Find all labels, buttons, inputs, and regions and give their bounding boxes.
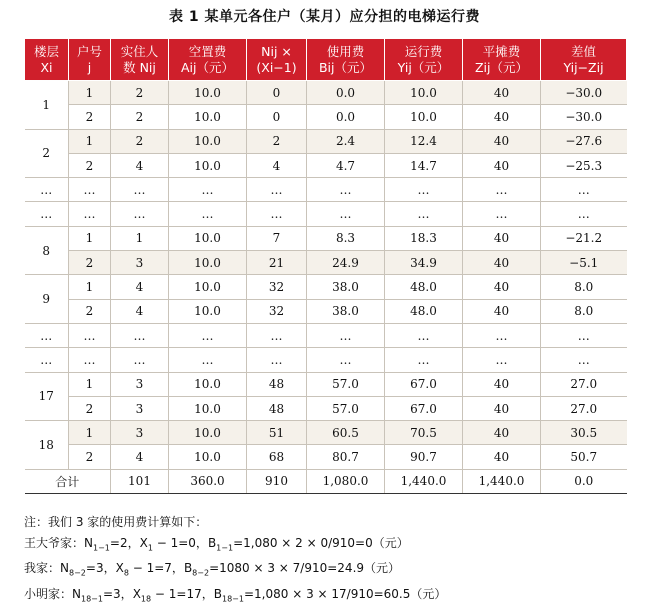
table-cell: … bbox=[463, 348, 541, 372]
floor-cell: 17 bbox=[25, 372, 69, 421]
table-cell: 2 bbox=[69, 251, 111, 275]
table-cell: … bbox=[541, 178, 627, 202]
table-cell: 48 bbox=[247, 396, 307, 420]
table-cell: … bbox=[111, 323, 169, 347]
table-cell: … bbox=[69, 178, 111, 202]
table-cell: 57.0 bbox=[307, 396, 385, 420]
table-row bbox=[25, 202, 627, 226]
note-line-1: 王大爷家：$N_{1-1}=2$，$X_1 - 1=0$，$B_{1-1}=1,080 \times 2 \times 0/910=0$（元） bbox=[24, 535, 409, 552]
table-cell: 2 bbox=[111, 81, 169, 105]
table-cell: 57.0 bbox=[307, 372, 385, 396]
header-operating-fee: 运行费 Yij（元） bbox=[385, 39, 463, 81]
table-cell: 10.0 bbox=[169, 299, 247, 323]
table-cell: 2 bbox=[69, 396, 111, 420]
table-cell: 10.0 bbox=[169, 129, 247, 153]
table-cell: 4 bbox=[247, 153, 307, 177]
table-cell: 40 bbox=[463, 105, 541, 129]
table-cell: 90.7 bbox=[385, 445, 463, 469]
table-cell: 1 bbox=[69, 372, 111, 396]
table-cell: 67.0 bbox=[385, 396, 463, 420]
table-cell: … bbox=[247, 348, 307, 372]
table-cell: 2 bbox=[69, 105, 111, 129]
table-cell: 4 bbox=[111, 445, 169, 469]
table-cell: −5.1 bbox=[541, 251, 627, 275]
table-cell: … bbox=[169, 202, 247, 226]
table-cell: 40 bbox=[463, 129, 541, 153]
table-cell: 10.0 bbox=[169, 81, 247, 105]
table-cell: 48 bbox=[247, 372, 307, 396]
table-cell: 10.0 bbox=[169, 445, 247, 469]
table-cell: 10.0 bbox=[169, 251, 247, 275]
header-floor: 楼层 Xi bbox=[25, 39, 69, 81]
header-unit: 户号 j bbox=[69, 39, 111, 81]
table-cell: 0 bbox=[247, 105, 307, 129]
table-cell: 3 bbox=[111, 372, 169, 396]
table-row bbox=[25, 153, 627, 177]
header-residents: 实住人 数 Nij bbox=[111, 39, 169, 81]
table-cell: −27.6 bbox=[541, 129, 627, 153]
table-cell: … bbox=[463, 202, 541, 226]
table-cell: 1 bbox=[111, 226, 169, 250]
table-row bbox=[25, 348, 627, 372]
total-row bbox=[25, 469, 627, 493]
table-cell: 0.0 bbox=[307, 81, 385, 105]
table-cell: 0.0 bbox=[307, 105, 385, 129]
table-cell: 32 bbox=[247, 299, 307, 323]
table-cell: 10.0 bbox=[169, 372, 247, 396]
table-cell: 10.0 bbox=[385, 81, 463, 105]
table-cell: 67.0 bbox=[385, 372, 463, 396]
header-difference: 差值 Yij−Zij bbox=[541, 39, 627, 81]
table-cell: … bbox=[385, 348, 463, 372]
table-cell: … bbox=[307, 348, 385, 372]
table-cell: … bbox=[307, 202, 385, 226]
table-cell: … bbox=[169, 178, 247, 202]
table-cell: 3 bbox=[111, 251, 169, 275]
header-vacancy-fee: 空置费 Aij（元） bbox=[169, 39, 247, 81]
table-cell: 10.0 bbox=[169, 226, 247, 250]
table-cell: 2.4 bbox=[307, 129, 385, 153]
table-cell: 27.0 bbox=[541, 372, 627, 396]
table-cell: … bbox=[111, 348, 169, 372]
floor-cell: 1 bbox=[25, 81, 69, 130]
floor-cell: 9 bbox=[25, 275, 69, 324]
table-cell: … bbox=[463, 323, 541, 347]
table-cell: 10.0 bbox=[169, 421, 247, 445]
table-cell: 7 bbox=[247, 226, 307, 250]
table-cell: … bbox=[69, 323, 111, 347]
table-cell: 40 bbox=[463, 153, 541, 177]
table-row bbox=[25, 421, 627, 445]
table-cell: 40 bbox=[463, 251, 541, 275]
table-cell: 10.0 bbox=[385, 105, 463, 129]
table-row bbox=[25, 299, 627, 323]
total-cell: 360.0 bbox=[169, 469, 247, 493]
table-cell: … bbox=[385, 178, 463, 202]
table-cell: 10.0 bbox=[169, 396, 247, 420]
table-cell: 2 bbox=[111, 129, 169, 153]
table-cell: 1 bbox=[69, 421, 111, 445]
table-cell: 40 bbox=[463, 445, 541, 469]
table-cell: 40 bbox=[463, 396, 541, 420]
table-cell: … bbox=[169, 348, 247, 372]
table-row bbox=[25, 129, 627, 153]
table-row bbox=[25, 81, 627, 105]
table-cell: … bbox=[169, 323, 247, 347]
table-cell: … bbox=[385, 323, 463, 347]
total-cell: 0.0 bbox=[541, 469, 627, 493]
table-row bbox=[25, 251, 627, 275]
table-cell: 0 bbox=[247, 81, 307, 105]
total-cell: 1,440.0 bbox=[463, 469, 541, 493]
table-cell: 38.0 bbox=[307, 299, 385, 323]
table-cell: … bbox=[111, 178, 169, 202]
header-shared-fee: 平摊费 Zij（元） bbox=[463, 39, 541, 81]
floor-cell: 18 bbox=[25, 421, 69, 470]
table-cell: −25.3 bbox=[541, 153, 627, 177]
table-cell: 8.3 bbox=[307, 226, 385, 250]
table-cell: 70.5 bbox=[385, 421, 463, 445]
table-cell: … bbox=[69, 348, 111, 372]
table-cell: −30.0 bbox=[541, 105, 627, 129]
table-cell: … bbox=[247, 202, 307, 226]
table-row bbox=[25, 396, 627, 420]
table-cell: 10.0 bbox=[169, 275, 247, 299]
floor-cell: … bbox=[25, 348, 69, 372]
table-row bbox=[25, 445, 627, 469]
table-cell: 24.9 bbox=[307, 251, 385, 275]
table-cell: 60.5 bbox=[307, 421, 385, 445]
table-cell: … bbox=[247, 178, 307, 202]
table-cell: 34.9 bbox=[385, 251, 463, 275]
floor-cell: … bbox=[25, 323, 69, 347]
table-cell: 80.7 bbox=[307, 445, 385, 469]
table-cell: 4 bbox=[111, 153, 169, 177]
table-cell: 40 bbox=[463, 299, 541, 323]
header-row bbox=[25, 39, 627, 81]
table-cell: 51 bbox=[247, 421, 307, 445]
table-cell: 8.0 bbox=[541, 275, 627, 299]
floor-cell: 8 bbox=[25, 226, 69, 275]
table-cell: 40 bbox=[463, 275, 541, 299]
header-weight: Nij × (Xi−1) bbox=[247, 39, 307, 81]
note-line-3: 小明家：$N_{18-1}=3$，$X_{18} - 1=17$，$B_{18-1}=1,080 \times 3 \times 17/910=60.5$（元） bbox=[24, 587, 447, 604]
table-cell: 2 bbox=[69, 445, 111, 469]
table-row bbox=[25, 226, 627, 250]
total-cell: 910 bbox=[247, 469, 307, 493]
table-cell: 2 bbox=[69, 153, 111, 177]
table-cell: … bbox=[385, 202, 463, 226]
total-label: 合计 bbox=[25, 469, 111, 493]
table-cell: 40 bbox=[463, 372, 541, 396]
table-cell: 40 bbox=[463, 421, 541, 445]
notes-intro: 注：我们 3 家的使用费计算如下： bbox=[24, 515, 208, 529]
table-cell: 12.4 bbox=[385, 129, 463, 153]
table-row bbox=[25, 372, 627, 396]
table-cell: 38.0 bbox=[307, 275, 385, 299]
table-cell: … bbox=[541, 202, 627, 226]
table-cell: … bbox=[69, 202, 111, 226]
table-cell: 48.0 bbox=[385, 299, 463, 323]
table-cell: … bbox=[541, 348, 627, 372]
table-cell: … bbox=[463, 178, 541, 202]
table-row bbox=[25, 323, 627, 347]
floor-cell: … bbox=[25, 178, 69, 202]
table-cell: −30.0 bbox=[541, 81, 627, 105]
table-cell: 3 bbox=[111, 421, 169, 445]
table-cell: … bbox=[541, 323, 627, 347]
table-cell: 21 bbox=[247, 251, 307, 275]
notes bbox=[24, 512, 446, 610]
table-cell: 3 bbox=[111, 396, 169, 420]
table-row bbox=[25, 275, 627, 299]
floor-cell: 2 bbox=[25, 129, 69, 178]
note-line-2: 我家：$N_{8-2}=3$，$X_8 - 1=7$，$B_{8-2}=1080 \times 3 \times 7/910=24.9$（元） bbox=[24, 561, 401, 578]
table-cell: 18.3 bbox=[385, 226, 463, 250]
table-cell: 50.7 bbox=[541, 445, 627, 469]
table-cell: … bbox=[247, 323, 307, 347]
table-cell: 32 bbox=[247, 275, 307, 299]
floor-cell: … bbox=[25, 202, 69, 226]
table-cell: 2 bbox=[69, 299, 111, 323]
table-cell: 48.0 bbox=[385, 275, 463, 299]
table-cell: 10.0 bbox=[169, 153, 247, 177]
table-cell: … bbox=[111, 202, 169, 226]
table-cell: 40 bbox=[463, 226, 541, 250]
table-cell: 8.0 bbox=[541, 299, 627, 323]
table-cell: 27.0 bbox=[541, 396, 627, 420]
table-cell: 30.5 bbox=[541, 421, 627, 445]
table-cell: 4 bbox=[111, 299, 169, 323]
table-title: 表 1 某单元各住户（某月）应分担的电梯运行费 bbox=[169, 9, 480, 25]
total-cell: 101 bbox=[111, 469, 169, 493]
total-cell: 1,080.0 bbox=[307, 469, 385, 493]
table-cell: 1 bbox=[69, 81, 111, 105]
elevator-fee-table bbox=[24, 38, 627, 494]
table-cell: 2 bbox=[111, 105, 169, 129]
table-cell: 68 bbox=[247, 445, 307, 469]
table-row bbox=[25, 178, 627, 202]
table-row bbox=[25, 105, 627, 129]
table-cell: 14.7 bbox=[385, 153, 463, 177]
table-cell: 4.7 bbox=[307, 153, 385, 177]
table-cell: 2 bbox=[247, 129, 307, 153]
table-cell: 1 bbox=[69, 275, 111, 299]
table-cell: 40 bbox=[463, 81, 541, 105]
table-cell: −21.2 bbox=[541, 226, 627, 250]
table-cell: … bbox=[307, 323, 385, 347]
table-cell: 4 bbox=[111, 275, 169, 299]
table-cell: … bbox=[307, 178, 385, 202]
table-cell: 10.0 bbox=[169, 105, 247, 129]
table-cell: 1 bbox=[69, 226, 111, 250]
table-cell: 1 bbox=[69, 129, 111, 153]
header-usage-fee: 使用费 Bij（元） bbox=[307, 39, 385, 81]
total-cell: 1,440.0 bbox=[385, 469, 463, 493]
